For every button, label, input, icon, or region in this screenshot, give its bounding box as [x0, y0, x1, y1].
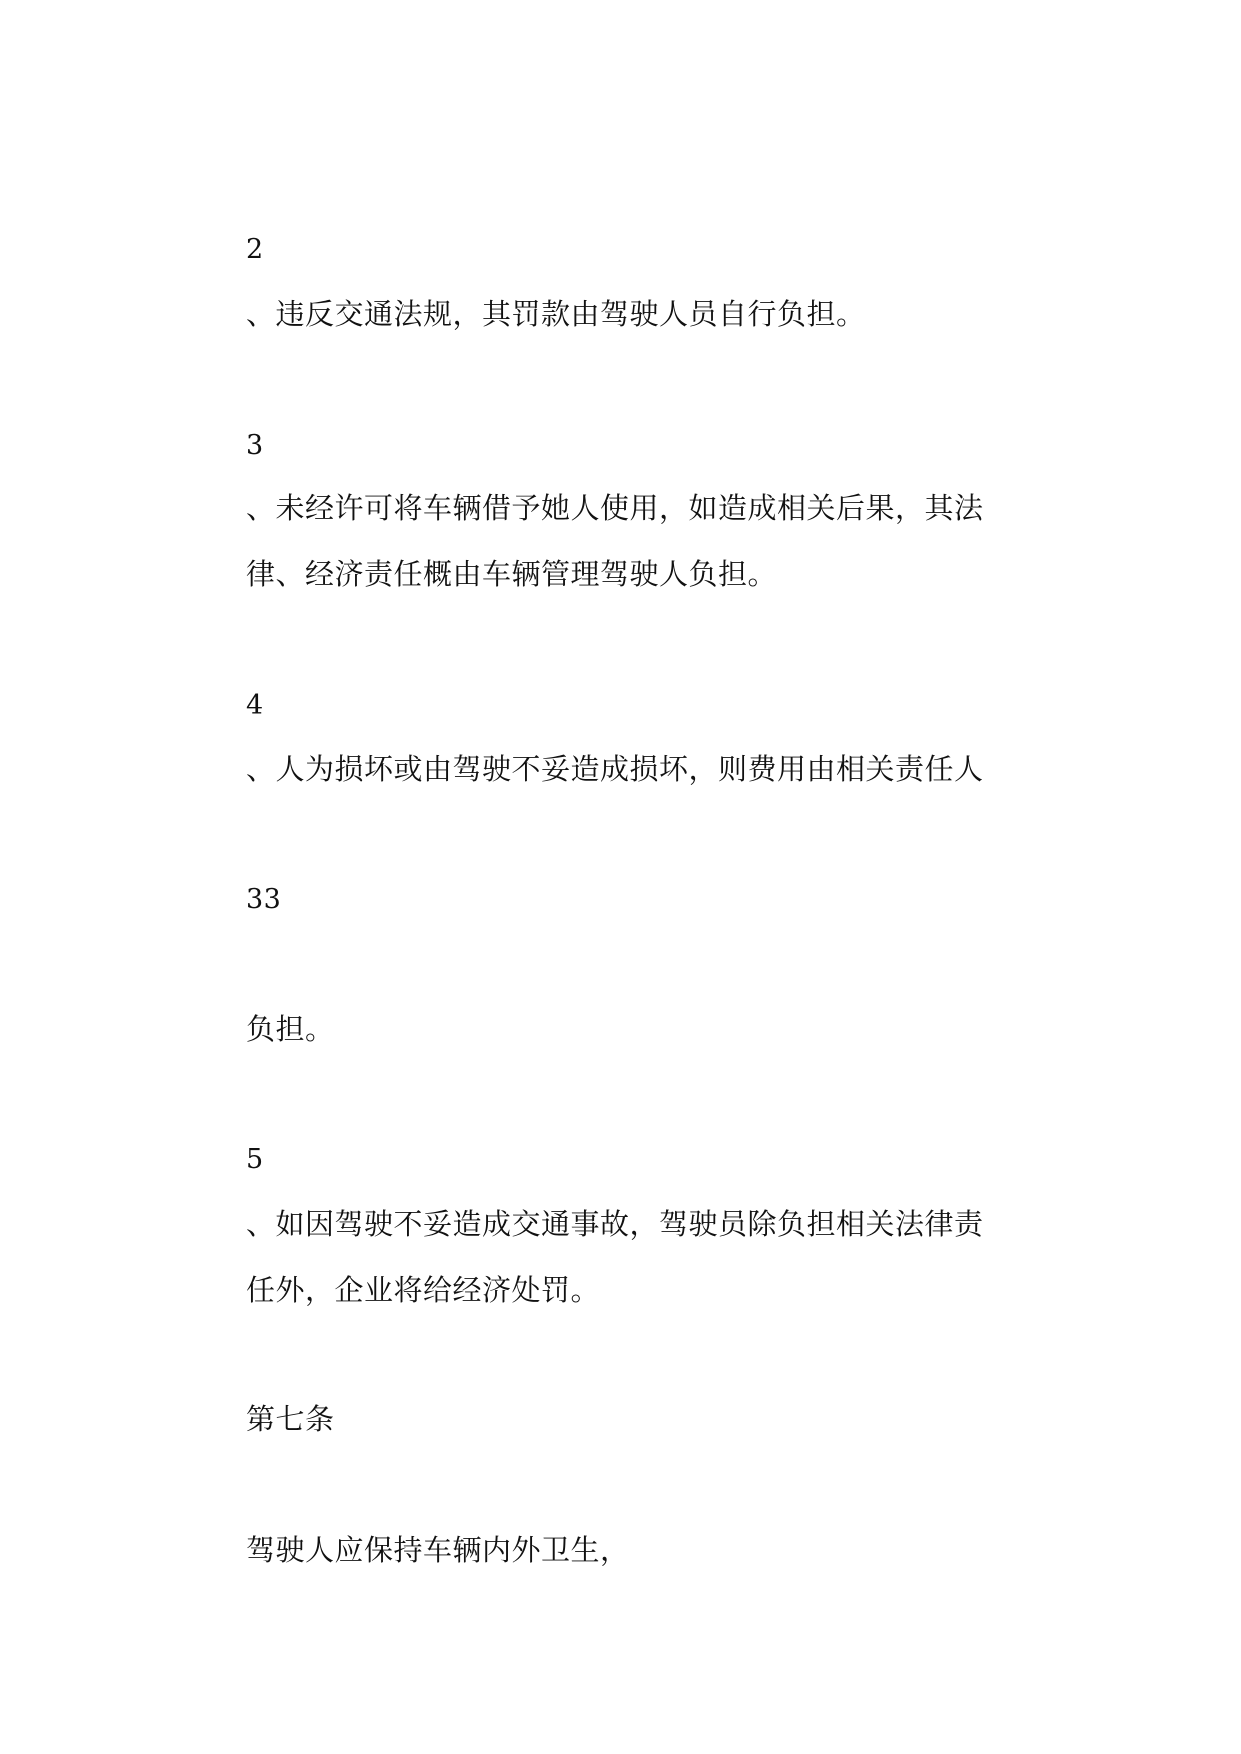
paragraph-line: 、人为损坏或由驾驶不妥造成损坏，则费用由相关责任人 [246, 752, 984, 786]
paragraph-line: 驾驶人应保持车辆内外卫生， [246, 1533, 630, 1567]
article-heading: 第七条 [246, 1402, 335, 1436]
paragraph-line: 律、经济责任概由车辆管理驾驶人负担。 [246, 557, 778, 591]
item-number-2: 2 [246, 234, 264, 265]
item-number-4: 4 [246, 690, 264, 721]
item-number-3: 3 [246, 430, 264, 461]
item-number-5: 5 [246, 1144, 264, 1175]
paragraph-line: 负担。 [246, 1012, 335, 1046]
page-number: 33 [246, 884, 282, 915]
paragraph-line: 、未经许可将车辆借予她人使用，如造成相关后果，其法 [246, 491, 984, 525]
paragraph-line: 、违反交通法规，其罚款由驾驶人员自行负担。 [246, 297, 866, 331]
paragraph-line: 、如因驾驶不妥造成交通事故，驾驶员除负担相关法律责 [246, 1207, 984, 1241]
paragraph-line: 任外，企业将给经济处罚。 [246, 1273, 601, 1307]
